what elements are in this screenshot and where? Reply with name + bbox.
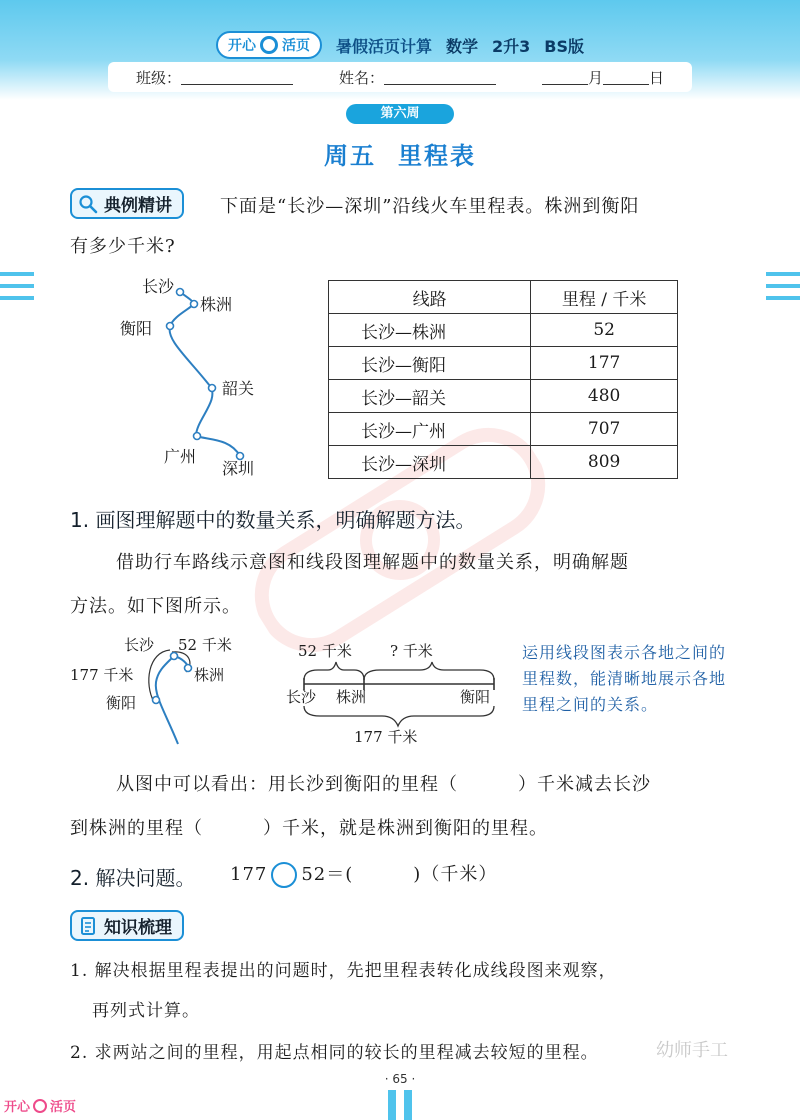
- day-field[interactable]: [603, 69, 649, 85]
- table-row: [329, 446, 678, 479]
- footer-logo-right: 活页: [50, 1100, 77, 1115]
- step1-para-line2: 方法。如下图所示。: [70, 596, 241, 617]
- station-zhuzhou: 株洲: [200, 295, 233, 314]
- week-tag: 第六周: [346, 104, 454, 124]
- title-topic: 里程表: [398, 142, 476, 170]
- equation-num2: 52＝(: [301, 864, 354, 885]
- mini-hengyang: 衡阳: [106, 694, 137, 712]
- side-bar-left: [0, 296, 34, 300]
- knowledge-item1-line2: 再列式计算。: [92, 1001, 200, 1021]
- name-field[interactable]: [384, 69, 496, 85]
- km-cell: 707: [531, 413, 678, 446]
- side-bar-right: [766, 284, 800, 288]
- km-cell: 480: [531, 380, 678, 413]
- segment-start: 长沙: [286, 688, 317, 706]
- page-title: [0, 136, 800, 171]
- analysis-text: ）千米，就是株洲到衡阳的里程。: [263, 818, 548, 839]
- route-cell: 长沙—株洲: [329, 314, 531, 347]
- analysis-text: 到株洲的里程（: [70, 818, 203, 839]
- km-cell: 809: [531, 446, 678, 479]
- example-question-line1: 下面是“长沙—深圳”沿线火车里程表。株洲到衡阳: [220, 196, 640, 217]
- table-row: [329, 314, 678, 347]
- station-shaoguan: 韶关: [222, 379, 255, 398]
- series-name: 暑假活页计算: [335, 36, 432, 56]
- segment-unknown: ? 千米: [390, 642, 433, 660]
- table-header-row: [329, 281, 678, 314]
- table-header-km: 里程 / 千米: [531, 281, 678, 314]
- km-cell: 177: [531, 347, 678, 380]
- analysis-text: ）千米减去长沙: [518, 774, 651, 795]
- name-label: 姓名：: [339, 68, 385, 87]
- month-field[interactable]: [542, 69, 588, 85]
- knowledge-item1-line1: 1. 解决根据里程表提出的问题时，先把里程表转化成线段图来观察，: [70, 961, 617, 981]
- mileage-table: [328, 280, 678, 479]
- route-cell: 长沙—深圳: [329, 446, 531, 479]
- month-label: 月: [588, 68, 604, 87]
- step2-equation: [230, 860, 497, 888]
- station-shenzhen: 深圳: [222, 459, 255, 478]
- km-cell: 52: [531, 314, 678, 347]
- title-day: 周五: [324, 142, 376, 170]
- station-hengyang: 衡阳: [120, 319, 153, 338]
- step1-para-line1: 借助行车路线示意图和线段图理解题中的数量关系，明确解题: [116, 552, 629, 573]
- footer-logo-ring-icon: [33, 1099, 47, 1113]
- page-number: · 65 ·: [384, 1072, 416, 1086]
- student-info-bar: [108, 62, 692, 92]
- class-field[interactable]: [181, 69, 293, 85]
- route-cell: 长沙—衡阳: [329, 347, 531, 380]
- mini-dist-177: 177 千米: [70, 666, 134, 684]
- day-label: 日: [649, 68, 665, 87]
- side-bar-left: [0, 272, 34, 276]
- knowledge-item2: 2. 求两站之间的里程，用起点相同的较长的里程减去较短的里程。: [70, 1043, 599, 1063]
- brand-logo: [216, 31, 322, 59]
- magnifier-icon: [78, 194, 98, 214]
- equation-unit: )（千米）: [413, 864, 498, 885]
- station-guangzhou: 广州: [164, 447, 197, 466]
- side-bar-left: [0, 284, 34, 288]
- example-tag: [70, 188, 184, 219]
- table-row: [329, 347, 678, 380]
- tip-note: 运用线段图表示各地之间的里程数，能清晰地展示各地里程之间的关系。: [522, 643, 727, 714]
- logo-text-left: 开心: [227, 38, 256, 54]
- analysis-line2: [70, 814, 548, 840]
- analysis-line1: [116, 770, 651, 796]
- mini-route-map: [66, 634, 266, 750]
- station-changsha: 长沙: [142, 277, 175, 296]
- subject: 数学: [445, 36, 478, 56]
- segment-177: 177 千米: [354, 728, 418, 746]
- page-bars: [386, 1090, 414, 1120]
- segment-diagram: [280, 634, 510, 750]
- example-tag-label: 典例精讲: [104, 196, 172, 216]
- footer-logo-left: 开心: [4, 1100, 31, 1115]
- route-cell: 长沙—韶关: [329, 380, 531, 413]
- corner-watermark: 幼师手工: [656, 1040, 728, 1061]
- knowledge-tag-label: 知识梳理: [104, 918, 172, 938]
- analysis-text: 从图中可以看出：用长沙到衡阳的里程（: [116, 774, 458, 795]
- operator-blank[interactable]: [271, 862, 297, 888]
- table-row: [329, 380, 678, 413]
- mini-zhuzhou: 株洲: [194, 666, 225, 684]
- step1-heading: 1. 画图理解题中的数量关系，明确解题方法。: [70, 508, 476, 532]
- route-map: [100, 270, 280, 480]
- segment-end: 衡阳: [460, 688, 491, 706]
- example-question-line2: 有多少千米?: [70, 236, 176, 257]
- brand-row: [0, 30, 800, 60]
- equation-num1: 177: [230, 864, 268, 885]
- grade: 2升3: [492, 36, 531, 56]
- route-cell: 长沙—广州: [329, 413, 531, 446]
- mini-dist-52: 52 千米: [178, 636, 232, 654]
- footer-logo: [4, 1096, 76, 1115]
- step2-heading: 2. 解决问题。: [70, 866, 196, 890]
- segment-middle: 株洲: [336, 688, 367, 706]
- knowledge-tag: [70, 910, 184, 941]
- edition: BS版: [544, 36, 585, 56]
- class-label: 班级：: [136, 68, 182, 87]
- notebook-icon: [78, 916, 98, 936]
- table-row: [329, 413, 678, 446]
- logo-ring-icon: [260, 36, 278, 54]
- side-bar-right: [766, 272, 800, 276]
- logo-text-right: 活页: [281, 38, 310, 54]
- mini-changsha: 长沙: [124, 636, 155, 654]
- side-bar-right: [766, 296, 800, 300]
- table-header-route: 线路: [329, 281, 531, 314]
- segment-52: 52 千米: [298, 642, 352, 660]
